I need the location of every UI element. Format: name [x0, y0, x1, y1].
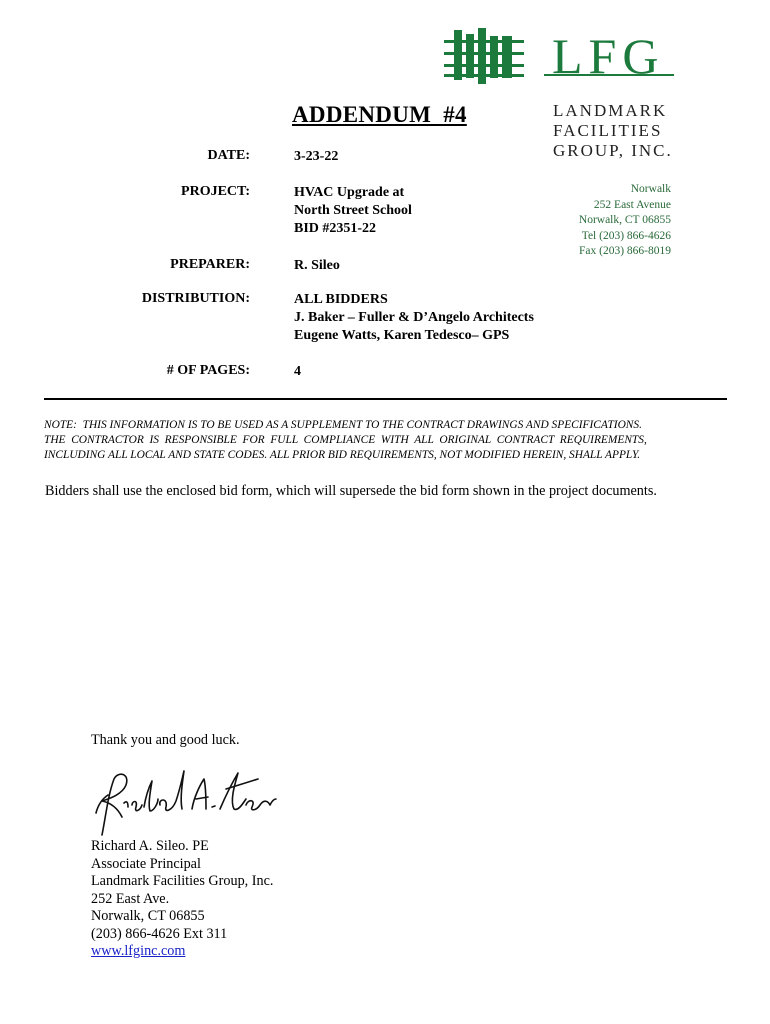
distribution-line: J. Baker – Fuller & D’Angelo Architects [294, 310, 534, 325]
addendum-body: Bidders shall use the enclosed bid form, which will supersede the bid form shown in the project documents. [45, 483, 657, 499]
company-name-line: LANDMARK [553, 101, 668, 120]
date-value: 3-23-22 [294, 149, 339, 164]
signer-title: Associate Principal [91, 855, 201, 872]
company-address [579, 182, 671, 260]
address-line: Norwalk, CT 06855 [578, 214, 671, 226]
project-label: PROJECT: [181, 184, 250, 199]
signer-company: Landmark Facilities Group, Inc. [91, 873, 274, 889]
website-link[interactable]: www.lfginc.com [91, 943, 186, 959]
pages-value: 4 [294, 364, 301, 379]
project-line: BID #2351-22 [294, 221, 377, 236]
project-value [294, 184, 412, 238]
pages-label: # OF PAGES: [166, 363, 250, 378]
company-name [553, 101, 673, 161]
distribution-value [294, 291, 534, 345]
distribution-line: Eugene Watts, Karen Tedesco– GPS [294, 328, 510, 343]
signer-city: Norwalk, CT 06855 [91, 908, 205, 924]
divider [44, 398, 727, 400]
signer-street: 252 East Ave. [91, 890, 170, 907]
document-title: ADDENDUM #4 [292, 102, 467, 127]
signer-name: Richard A. Sileo. PE [91, 838, 209, 854]
company-name-line: FACILITIES [553, 121, 663, 140]
note-line: INCLUDING ALL LOCAL AND STATE CODES. ALL PRIOR BID REQUIREMENTS, NOT MODIFIED HEREIN, SHALL APPLY. [44, 449, 641, 461]
note-line: NOTE: THIS INFORMATION IS TO BE USED AS A SUPPLEMENT TO THE CONTRACT DRAWINGS AND SPECIFICATIONS. [44, 419, 642, 431]
logo-wordmark: LFG [552, 28, 665, 84]
date-label: DATE: [207, 148, 250, 163]
signature-icon [88, 765, 278, 837]
distribution-line: ALL BIDDERS [294, 292, 388, 307]
address-line: Norwalk [630, 183, 671, 195]
preparer-value: R. Sileo [294, 258, 340, 273]
address-line: 252 East Avenue [593, 198, 671, 211]
closing-text: Thank you and good luck. [91, 732, 240, 748]
signer-phone: (203) 866-4626 Ext 311 [91, 925, 228, 942]
company-name-line: GROUP, INC. [553, 141, 673, 160]
signature-block [91, 838, 273, 961]
project-line: HVAC Upgrade at [294, 185, 405, 200]
address-line: Tel (203) 866-4626 [581, 229, 671, 242]
preparer-label: PREPARER: [170, 257, 250, 272]
distribution-label: DISTRIBUTION: [141, 291, 250, 306]
address-line: Fax (203) 866-8019 [579, 245, 671, 257]
note-line: THE CONTRACTOR IS RESPONSIBLE FOR FULL COMPLIANCE WITH ALL ORIGINAL CONTRACT REQUIREMENTS, [44, 434, 647, 446]
supplement-note [44, 418, 727, 463]
project-line: North Street School [294, 203, 412, 218]
